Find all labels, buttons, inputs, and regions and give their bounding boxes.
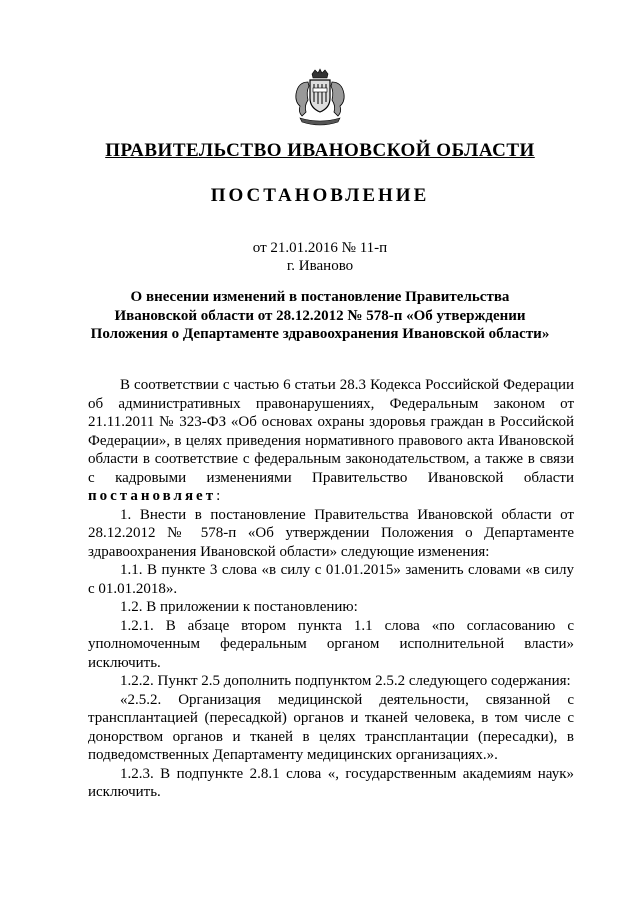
title-line: О внесении изменений в постановление Правительства [130, 289, 510, 305]
paragraph-1-2: 1.2. В приложении к постановлению: [120, 599, 358, 615]
paragraph-1: 1. Внести в постановление Правительства Ивановской области от 28.12.2012 № 578-п «Об утверждении Положения о Департаменте здравоохранения Ивановской области» следующие изменения: [88, 506, 574, 560]
resolves-word: постановляет [88, 488, 217, 504]
preamble-text: В соответствии с частью 6 статьи 28.3 Кодекса Российской Федерации об административных правонарушениях, Федеральным законом от 21.11.2011 № 323-ФЗ «Об основах охраны здоровья граждан в Российской Федерации», в целях приведения нормативного правового акта Ивановской области в соответствие с федеральным законодательством, а также в связи с кадровыми изменениями Правительство Ивановской области [88, 377, 574, 486]
city: г. Иваново [286, 258, 354, 274]
document-type: ПОСТАНОВЛЕНИЕ [210, 185, 430, 206]
paragraph-1-2-3: 1.2.3. В подпункте 2.8.1 слова «, государственным академиям наук» исключить. [88, 765, 574, 800]
organization-name: ПРАВИТЕЛЬСТВО ИВАНОВСКОЙ ОБЛАСТИ [105, 140, 535, 161]
preamble-colon: : [216, 488, 221, 504]
preamble-paragraph [88, 376, 574, 506]
document-title [88, 288, 552, 344]
date-and-number: от 21.01.2016 № 11-п [252, 240, 388, 256]
paragraph-2-5-2: «2.5.2. Организация медицинской деятельности, связанной с трансплантацией (пересадкой) органов и тканей человека, в том числе с донорством органов и тканей в целях трансплантации (пересадки), в подведомственных Департаменту медицинских организациях.». [88, 691, 574, 763]
paragraph-1-2-2: 1.2.2. Пункт 2.5 дополнить подпунктом 2.5.2 следующего содержания: [120, 673, 571, 689]
paragraph-1-2-1: 1.2.1. В абзаце втором пункта 1.1 слова «по согласованию с уполномоченным федеральным органом исполнительной власти» исключить. [88, 617, 574, 671]
title-line: Положения о Департаменте здравоохранения Ивановской области» [90, 326, 550, 342]
document-body [88, 376, 574, 802]
paragraph-1-1: 1.1. В пункте 3 слова «в силу с 01.01.2015» заменить словами «в силу с 01.01.2018». [88, 562, 574, 597]
coat-of-arms-icon [290, 68, 350, 128]
title-line: Ивановской области от 28.12.2012 № 578-п «Об утверждении [114, 307, 526, 324]
